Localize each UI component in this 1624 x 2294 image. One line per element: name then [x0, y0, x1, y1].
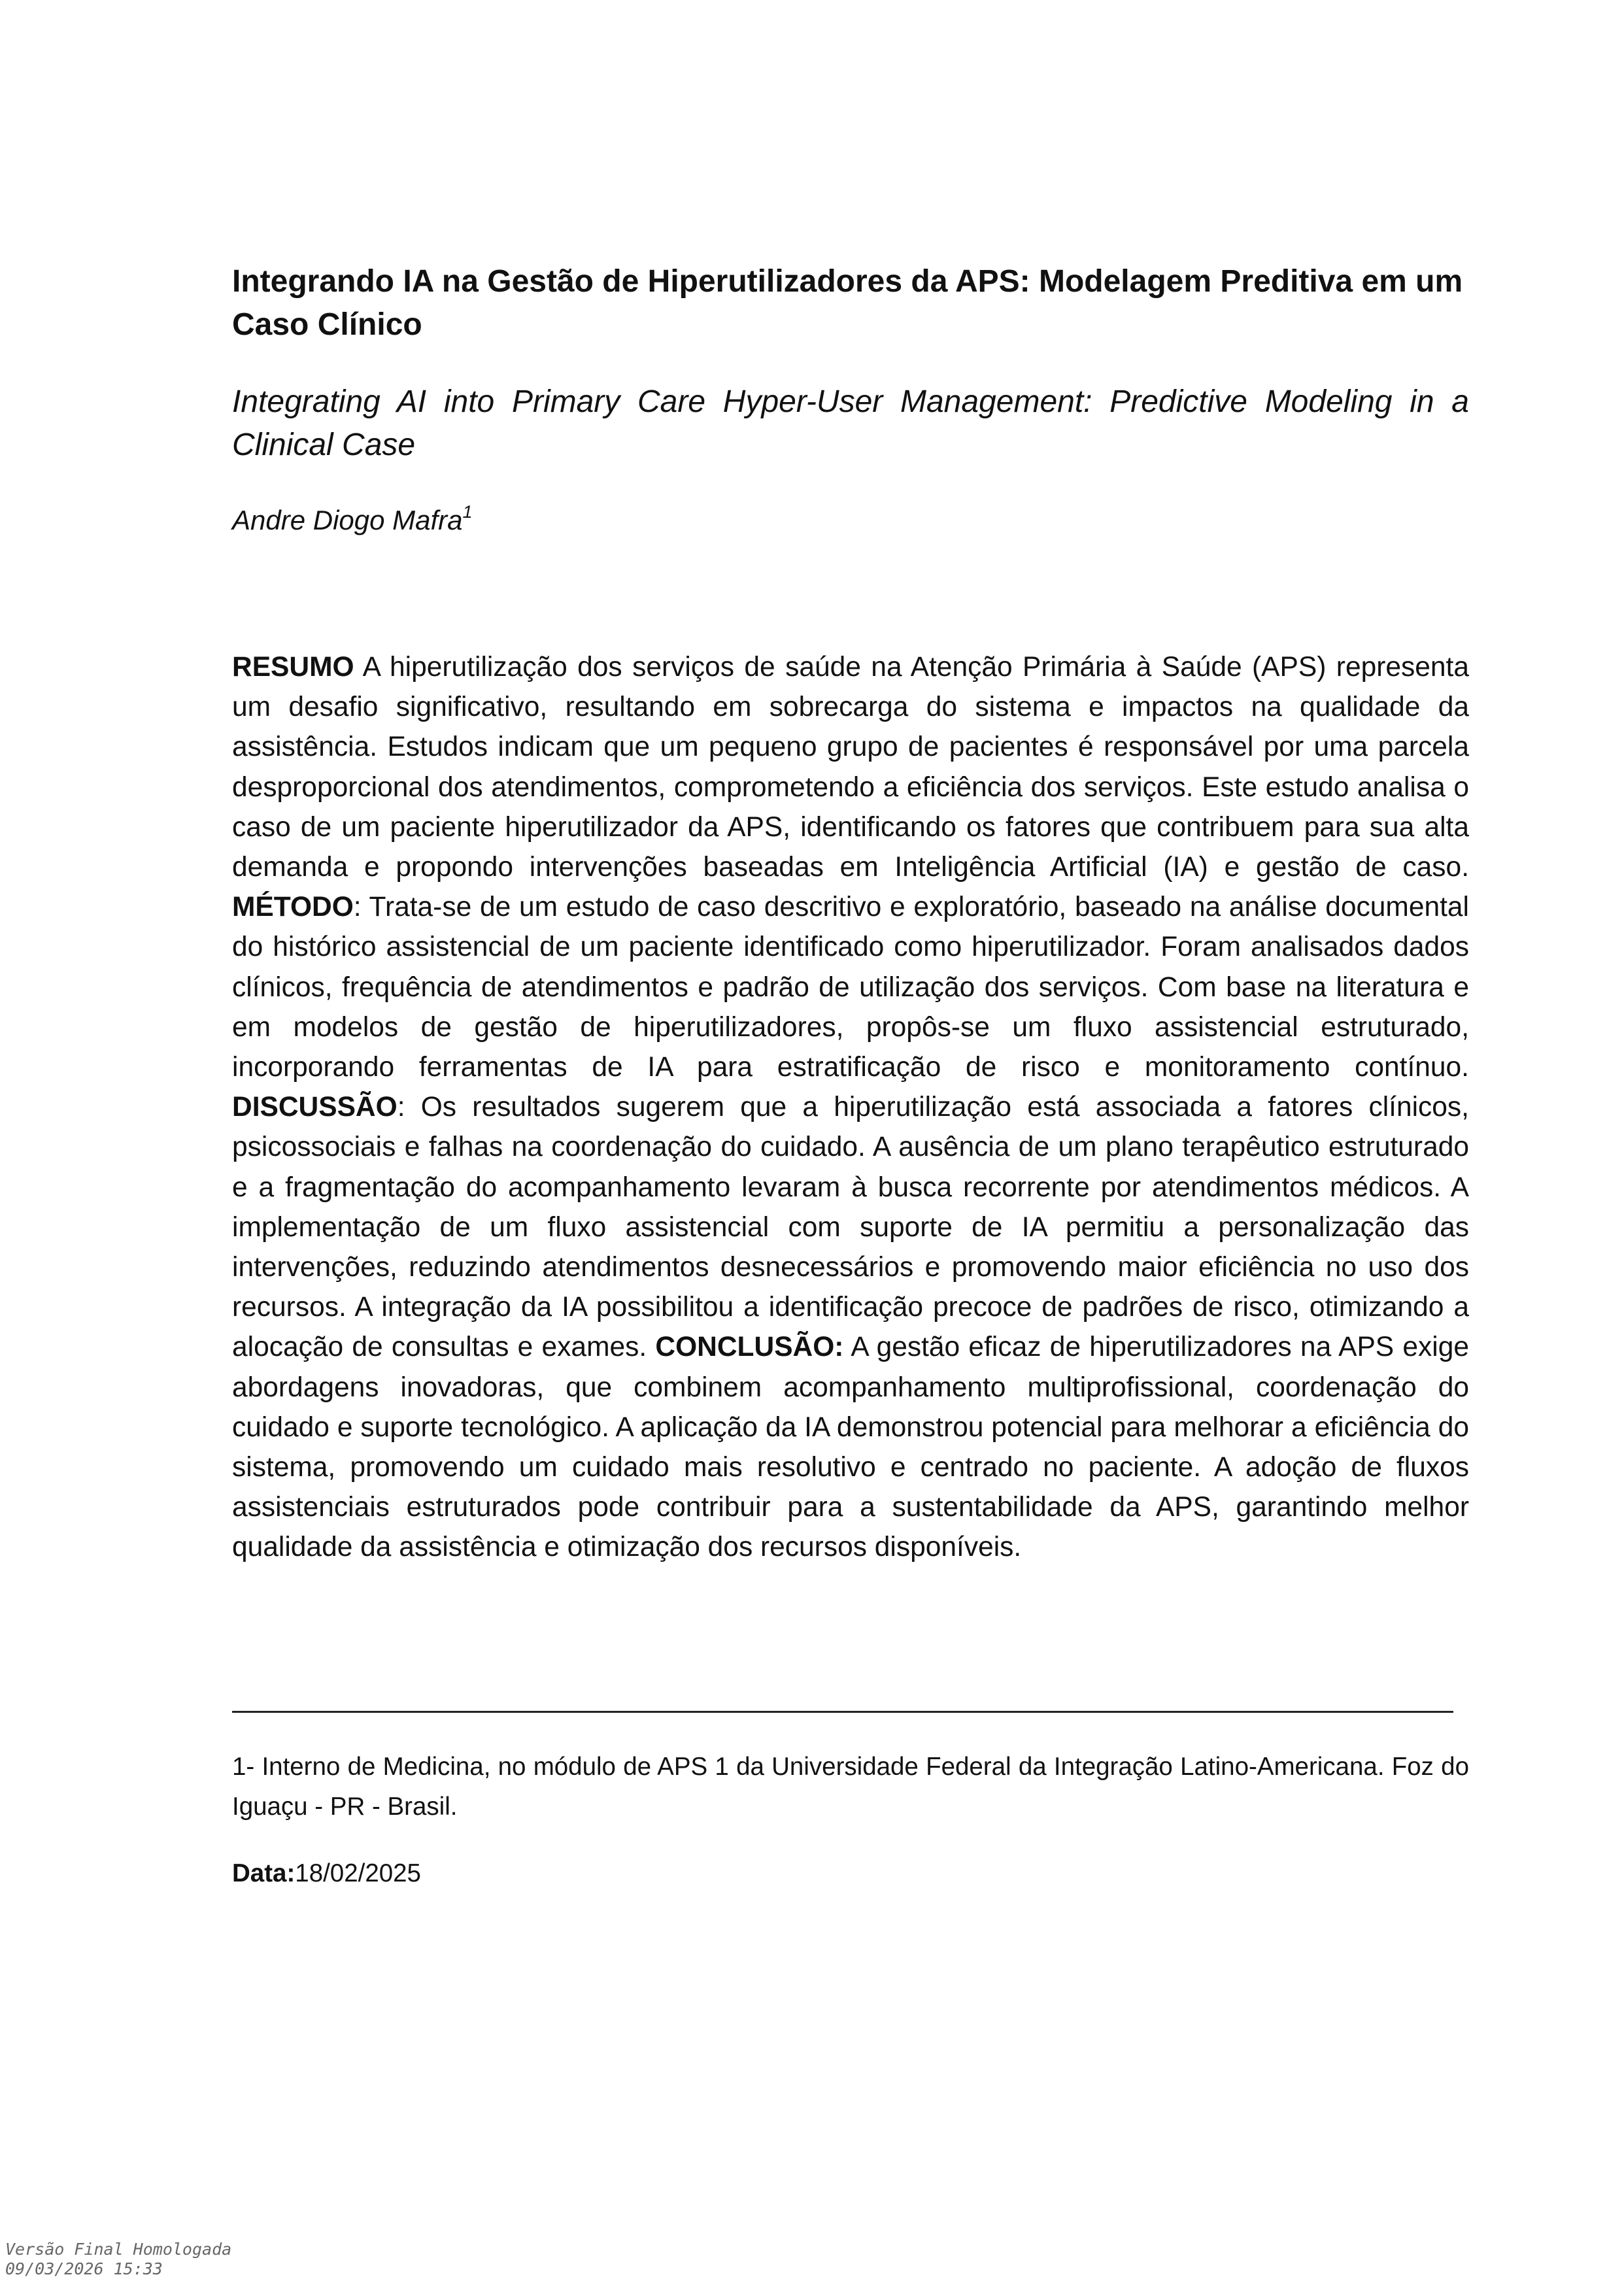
paper-subtitle-english: Integrating AI into Primary Care Hyper-User Management: Predictive Modeling in a Clinical Case [232, 384, 1469, 462]
metodo-label: MÉTODO [232, 892, 354, 923]
date-value: 18/02/2025 [295, 1859, 421, 1887]
discussao-text: : Os resultados sugerem que a hiperutilização está associada a fatores clínicos, psicossociais e falhas na coordenação do cuidado. A ausência de um plano terapêutico estruturado e a fragmentação do acompanhamento levaram à busca recorrente por atendimentos médicos. A implementação de um fluxo assistencial com suporte de IA permitiu a personalização das intervenções, reduzindo atendimentos desnecessários e promovendo maior eficiência no uso dos recursos. A integração da IA possibilitou a identificação precoce de padrões de risco, otimizando a alocação de consultas e exames. [232, 1092, 1469, 1363]
metodo-text: : Trata-se de um estudo de caso descritivo e exploratório, baseado na análise documental do histórico assistencial de um paciente identificado como hiperutilizador. Foram analisados dados clínicos, frequência de atendimentos e padrão de utilização dos serviços. Com base na literatura e em modelos de gestão de hiperutilizadores, propôs-se um fluxo assistencial estruturado, incorporando ferramentas de IA para estratificação de risco e monitoramento contínuo. [232, 892, 1469, 1083]
author-name: Andre Diogo Mafra [232, 505, 463, 535]
resumo-label: RESUMO [232, 652, 354, 683]
affiliation-footnote: 1- Interno de Medicina, no módulo de APS 1 da Universidade Federal da Integração Latino-Americana. Foz do Iguaçu - PR - Brasil. [232, 1753, 1469, 1821]
author-line [232, 501, 473, 540]
resumo-text: A hiperutilização dos serviços de saúde na Atenção Primária à Saúde (APS) representa um desafio significativo, resultando em sobrecarga do sistema e impactos na qualidade da assistência. Estudos indicam que um pequeno grupo de pacientes é responsável por uma parcela desproporcional dos atendimentos, comprometendo a eficiência dos serviços. Este estudo analisa o caso de um paciente hiperutilizador da APS, identificando os fatores que contribuem para sua alta demanda e propondo intervenções baseadas em Inteligência Artificial (IA) e gestão de caso. [232, 652, 1469, 883]
conclusao-label: CONCLUSÃO: [655, 1332, 844, 1363]
conclusao-text: A gestão eficaz de hiperutilizadores na APS exige abordagens inovadoras, que combinem acompanhamento multiprofissional, coordenação do cuidado e suporte tecnológico. A aplicação da IA demonstrou potencial para melhorar a eficiência do sistema, promovendo um cuidado mais resolutivo e centrado no paciente. A adoção de fluxos assistenciais estruturados pode contribuir para a sustentabilidade da APS, garantindo melhor qualidade da assistência e otimização dos recursos disponíveis. [232, 1332, 1469, 1563]
abstract [232, 647, 1469, 1568]
stamp-line-1: Versão Final Homologada [5, 2240, 232, 2259]
footnote-divider [232, 1711, 1453, 1713]
date-line [232, 1854, 421, 1893]
discussao-label: DISCUSSÃO [232, 1092, 398, 1123]
stamp-line-2: 09/03/2026 15:33 [5, 2259, 163, 2278]
paper-title: Integrando IA na Gestão de Hiperutilizadores da APS: Modelagem Preditiva em um Caso Clínico [232, 264, 1463, 342]
author-affiliation-mark: 1 [462, 502, 473, 522]
date-label: Data: [232, 1859, 296, 1887]
version-stamp [5, 2240, 231, 2279]
